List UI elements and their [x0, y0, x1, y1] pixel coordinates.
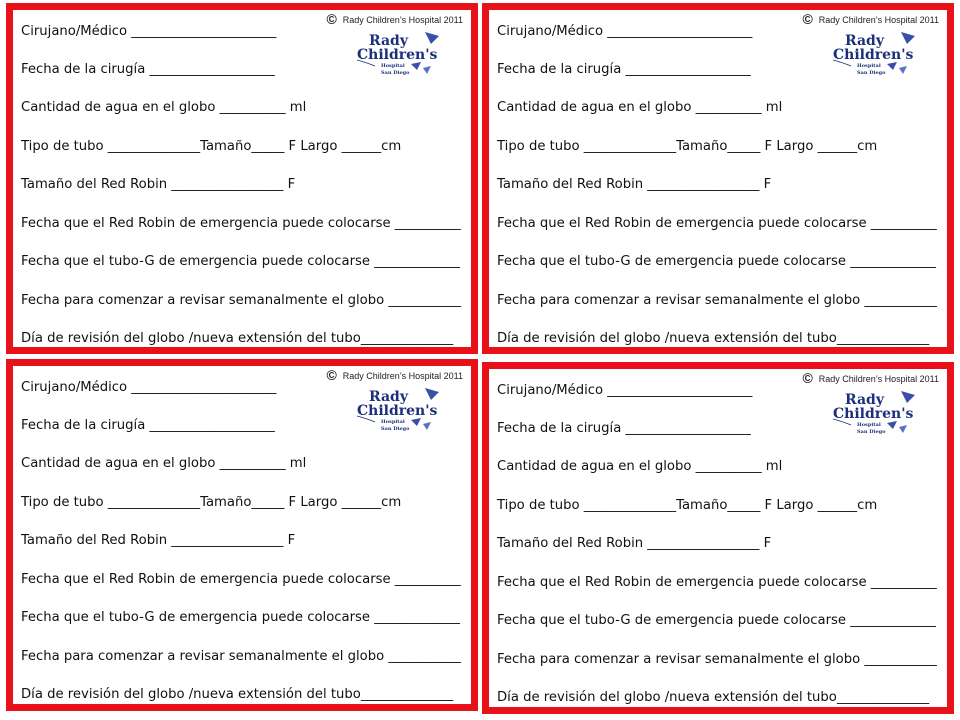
copyright-symbol: ©	[802, 11, 813, 27]
field-tube-type-size: Tipo de tubo ______________Tamaño_____ F Largo ______cm	[21, 495, 402, 510]
field-balloon-review-day: Día de revisión del globo /nueva extensión del tubo______________	[497, 331, 930, 346]
field-balloon-water: Cantidad de agua en el globo __________ ml	[21, 456, 307, 471]
field-red-robin-size: Tamaño del Red Robin _________________ F	[21, 533, 296, 548]
kite-icon-medium	[411, 62, 421, 70]
kite-icon-small	[899, 66, 907, 74]
field-surgery-date: Fecha de la cirugía ___________________	[21, 62, 275, 77]
logo-line1: Rady	[845, 33, 884, 49]
logo-graphic	[355, 388, 443, 434]
rady-childrens-logo	[831, 391, 919, 437]
kite-icon-large	[901, 391, 915, 403]
logo-line2: Children's	[357, 403, 438, 419]
logo-line3: Hospital	[857, 63, 881, 69]
field-surgeon: Cirujano/Médico ______________________	[497, 383, 753, 398]
logo-graphic	[355, 32, 443, 78]
logo-line3: Hospital	[857, 422, 881, 428]
logo-line2: Children's	[833, 406, 914, 422]
kite-icon-large	[425, 388, 439, 400]
field-red-robin-size: Tamaño del Red Robin _________________ F	[21, 177, 296, 192]
kite-icon-small	[899, 425, 907, 433]
copyright-notice	[326, 11, 463, 27]
kite-icon-large	[425, 32, 439, 44]
logo-line1: Rady	[845, 392, 884, 408]
copyright-notice	[326, 367, 463, 383]
field-surgeon: Cirujano/Médico ______________________	[497, 24, 753, 39]
logo-graphic	[831, 32, 919, 78]
field-red-robin-size: Tamaño del Red Robin _________________ F	[497, 536, 772, 551]
logo-line4: San Diego	[381, 426, 410, 432]
field-red-robin-date: Fecha que el Red Robin de emergencia puede colocarse __________	[497, 575, 937, 590]
copyright-notice	[802, 370, 939, 386]
logo-line1: Rady	[369, 33, 408, 49]
field-g-tube-date: Fecha que el tubo-G de emergencia puede colocarse _____________	[497, 254, 936, 269]
field-surgeon: Cirujano/Médico ______________________	[21, 380, 277, 395]
field-red-robin-date: Fecha que el Red Robin de emergencia puede colocarse __________	[21, 572, 461, 587]
field-surgery-date: Fecha de la cirugía ___________________	[497, 62, 751, 77]
field-weekly-check-date: Fecha para comenzar a revisar semanalmente el globo ___________	[21, 649, 461, 664]
logo-line4: San Diego	[381, 70, 410, 76]
copyright-symbol: ©	[326, 367, 337, 383]
field-weekly-check-date: Fecha para comenzar a revisar semanalmente el globo ___________	[497, 293, 937, 308]
field-weekly-check-date: Fecha para comenzar a revisar semanalmente el globo ___________	[21, 293, 461, 308]
logo-graphic	[831, 391, 919, 437]
logo-line4: San Diego	[857, 70, 886, 76]
field-surgeon: Cirujano/Médico ______________________	[21, 24, 277, 39]
copyright-text: Rady Children’s Hospital 2011	[342, 15, 463, 25]
field-red-robin-size: Tamaño del Red Robin _________________ F	[497, 177, 772, 192]
field-g-tube-date: Fecha que el tubo-G de emergencia puede colocarse _____________	[21, 610, 460, 625]
care-card-1	[6, 3, 478, 354]
logo-line2: Children's	[833, 47, 914, 63]
field-balloon-water: Cantidad de agua en el globo __________ ml	[21, 100, 307, 115]
field-surgery-date: Fecha de la cirugía ___________________	[497, 421, 751, 436]
field-surgery-date: Fecha de la cirugía ___________________	[21, 418, 275, 433]
rady-childrens-logo	[355, 388, 443, 434]
rady-childrens-logo	[355, 32, 443, 78]
kite-icon-small	[423, 66, 431, 74]
field-balloon-water: Cantidad de agua en el globo __________ ml	[497, 459, 783, 474]
care-card-4	[482, 362, 954, 714]
copyright-symbol: ©	[802, 370, 813, 386]
field-balloon-review-day: Día de revisión del globo /nueva extensión del tubo______________	[21, 687, 454, 702]
copyright-notice	[802, 11, 939, 27]
field-balloon-review-day: Día de revisión del globo /nueva extensión del tubo______________	[497, 690, 930, 705]
logo-line3: Hospital	[381, 63, 405, 69]
field-balloon-water: Cantidad de agua en el globo __________ ml	[497, 100, 783, 115]
kite-icon-small	[423, 422, 431, 430]
kite-icon-medium	[887, 421, 897, 429]
field-red-robin-date: Fecha que el Red Robin de emergencia puede colocarse __________	[21, 216, 461, 231]
field-g-tube-date: Fecha que el tubo-G de emergencia puede colocarse _____________	[21, 254, 460, 269]
logo-line1: Rady	[369, 389, 408, 405]
kite-icon-medium	[411, 418, 421, 426]
copyright-text: Rady Children’s Hospital 2011	[818, 374, 939, 384]
copyright-text: Rady Children’s Hospital 2011	[818, 15, 939, 25]
copyright-symbol: ©	[326, 11, 337, 27]
field-g-tube-date: Fecha que el tubo-G de emergencia puede colocarse _____________	[497, 613, 936, 628]
care-card-2	[482, 3, 954, 354]
rady-childrens-logo	[831, 32, 919, 78]
copyright-text: Rady Children’s Hospital 2011	[342, 371, 463, 381]
kite-icon-medium	[887, 62, 897, 70]
care-card-3	[6, 359, 478, 711]
field-tube-type-size: Tipo de tubo ______________Tamaño_____ F Largo ______cm	[497, 139, 878, 154]
field-tube-type-size: Tipo de tubo ______________Tamaño_____ F Largo ______cm	[497, 498, 878, 513]
kite-icon-large	[901, 32, 915, 44]
field-tube-type-size: Tipo de tubo ______________Tamaño_____ F Largo ______cm	[21, 139, 402, 154]
logo-line4: San Diego	[857, 429, 886, 435]
field-red-robin-date: Fecha que el Red Robin de emergencia puede colocarse __________	[497, 216, 937, 231]
logo-line2: Children's	[357, 47, 438, 63]
field-weekly-check-date: Fecha para comenzar a revisar semanalmente el globo ___________	[497, 652, 937, 667]
field-balloon-review-day: Día de revisión del globo /nueva extensión del tubo______________	[21, 331, 454, 346]
logo-line3: Hospital	[381, 419, 405, 425]
